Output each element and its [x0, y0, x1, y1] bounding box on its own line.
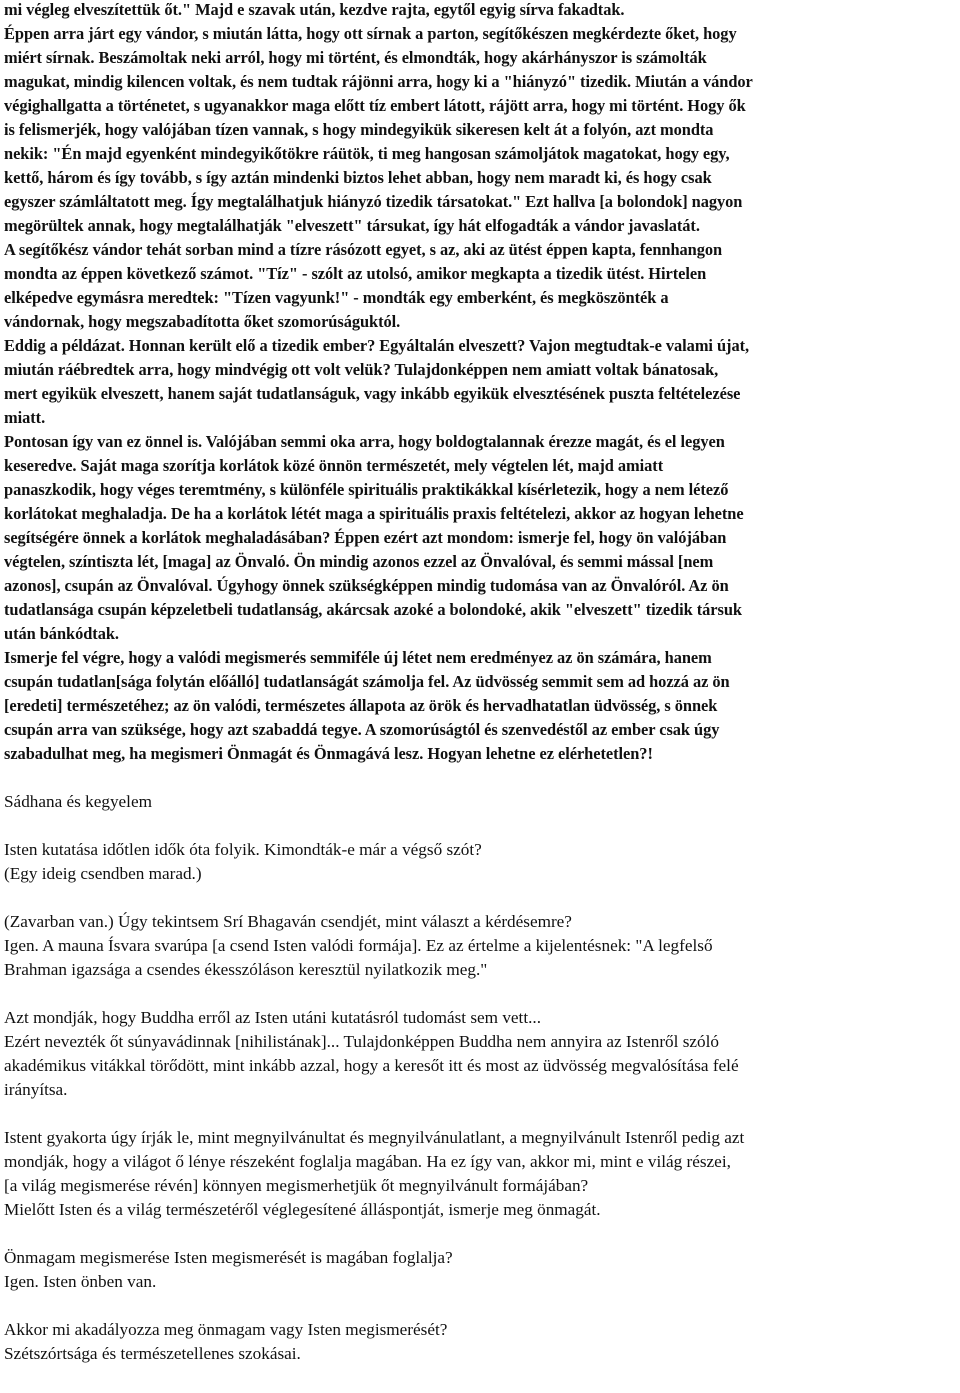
- text-line: akadémikus vitákkal törődött, mint inkább azzal, hogy a keresőt itt és most az üdvösség megvalósítása felé: [4, 1056, 739, 1075]
- text-line: [a világ megismerése révén] könnyen megismerhetjük őt megnyilvánult formájában?: [4, 1176, 589, 1195]
- text-line: Igen. A mauna Ísvara svarúpa [a csend Isten valódi formája]. Ez az értelme a kijelentésnek: "A legfelső: [4, 936, 713, 955]
- text-line: mondják, hogy a világot ő lénye részeként foglalja magában. Ha ez így van, akkor mi, mint e világ részei,: [4, 1152, 731, 1171]
- spacer: [4, 1222, 956, 1246]
- text-line: azonos], csupán az Önvalóval. Úgyhogy önnek szükségképpen mindig tudomása van az Önvalóról. Az ön: [4, 576, 729, 595]
- text-line: keseredve. Saját maga szorítja korlátok közé önnön természetét, mely végtelen lét, majd amiatt: [4, 456, 664, 475]
- text-line: Éppen arra járt egy vándor, s miután látta, hogy ott sírnak a parton, segítőkészen megkérdezte őket, hogy: [4, 24, 737, 43]
- text-line: végtelen, színtiszta lét, [maga] az Önvaló. Ön mindig azonos ezzel az Önvalóval, és semmi mással [nem: [4, 552, 714, 571]
- qa-block: [4, 1318, 956, 1366]
- text-line: egyszer számláltatott meg. Így megtalálhatjuk hiányzó tizedik társatokat." Ezt hallva [a bolondok] nagyon: [4, 192, 743, 211]
- text-line: Isten kutatása időtlen idők óta folyik. Kimondták-e már a végső szót?: [4, 840, 482, 859]
- text-line: Mielőtt Isten és a világ természetéről véglegesítené álláspontját, ismerje meg önmagát.: [4, 1200, 601, 1219]
- spacer: [4, 982, 956, 1006]
- text-line: miért sírnak. Beszámoltak neki arról, hogy mi történt, és elmondták, hogy akárhányszor is számolták: [4, 48, 707, 67]
- text-line: megörültek annak, hogy megtalálhatják "elveszett" társukat, így hát elfogadták a vándor javaslatát.: [4, 216, 700, 235]
- qa-block: [4, 838, 956, 886]
- text-line: miatt.: [4, 408, 46, 427]
- text-line: nekik: "Én majd egyenként mindegyikőtökre ráütök, ti meg hangosan számoljátok magatokat, hogy egy,: [4, 144, 730, 163]
- text-line: miután ráébredtek arra, hogy mindvégig ott volt velük? Tulajdonképpen nem amiatt voltak bánatosak,: [4, 360, 719, 379]
- text-line: tudatlansága csupán képzeletbeli tudatlanság, akárcsak azoké a bolondoké, akik "elveszett" tizedik társuk: [4, 600, 742, 619]
- text-line: elképedve egymásra meredtek: "Tízen vagyunk!" - mondták egy emberként, és megköszönték a: [4, 288, 669, 307]
- text-line: mi végleg elveszítettük őt." Majd e szavak után, kezdve rajta, egytől egyig sírva fakadtak.: [4, 0, 625, 19]
- text-line: segítségére önnek a korlátok meghaladásában? Éppen ezért azt mondom: ismerje fel, hogy ön valójában: [4, 528, 727, 547]
- qa-block: [4, 1126, 956, 1222]
- text-line: Ezért nevezték őt súnyavádinnak [nihilistának]... Tulajdonképpen Buddha nem annyira az Istenről szóló: [4, 1032, 720, 1051]
- spacer: [4, 1294, 956, 1318]
- text-line: Önmagam megismerése Isten megismerését is magában foglalja?: [4, 1248, 453, 1267]
- spacer: [4, 814, 956, 838]
- spacer: [4, 766, 956, 790]
- text-line: Brahman igazsága a csendes ékesszóláson keresztül nyilatkozik meg.": [4, 960, 488, 979]
- qa-block: [4, 1246, 956, 1294]
- text-line: csupán arra van szüksége, hogy azt szabaddá tegye. A szomorúságtól és szenvedéstől az ember csak úgy: [4, 720, 720, 739]
- section-title-text: Sádhana és kegyelem: [4, 792, 152, 811]
- qa-block: [4, 910, 956, 982]
- text-line: (Egy ideig csendben marad.): [4, 864, 202, 883]
- text-line: mert egyikük elveszett, hanem saját tudatlanságuk, vagy inkább egyikük elvesztésének puszta feltételezése: [4, 384, 741, 403]
- text-line: A segítőkész vándor tehát sorban mind a tízre rásózott egyet, s az, aki az ütést éppen kapta, fennhangon: [4, 240, 723, 259]
- text-line: panaszkodik, hogy véges teremtmény, s különféle spirituális praktikákkal kísérletezik, hogy a nem létező: [4, 480, 729, 499]
- text-line: korlátokat meghaladja. De ha a korlátok létét maga a spirituális praxis feltételezi, akkor az hogyan lehetne: [4, 504, 744, 523]
- text-line: Pontosan így van ez önnel is. Valójában semmi oka arra, hogy boldogtalannak érezze magát, és el legyen: [4, 432, 725, 451]
- qa-block: [4, 1006, 956, 1102]
- text-line: Szétszórtsága és természetellenes szokásai.: [4, 1344, 301, 1363]
- text-line: Akkor mi akadályozza meg önmagam vagy Isten megismerését?: [4, 1320, 448, 1339]
- text-line: kettő, három és így tovább, s így aztán mindenki biztos lehet abban, hogy nem maradt ki, és hogy csak: [4, 168, 712, 187]
- text-line: [eredeti] természetéhez; az ön valódi, természetes állapota az örök és hervadhatatlan üdvösség, s önnek: [4, 696, 718, 715]
- text-line: Istent gyakorta úgy írják le, mint megnyilvánultat és megnyilvánulatlant, a megnyilvánult Istenről pedig azt: [4, 1128, 745, 1147]
- spacer: [4, 886, 956, 910]
- text-line: csupán tudatlan[sága folytán előálló] tudatlanságát számolja fel. Az üdvösség semmit sem ad hozzá az ön: [4, 672, 730, 691]
- text-line: végighallgatta a történetet, s ugyanakkor maga előtt tíz embert látott, rájött arra, hogy mi történt. Hogy ők: [4, 96, 746, 115]
- text-line: Azt mondják, hogy Buddha erről az Isten utáni kutatásról tudomást sem vett...: [4, 1008, 541, 1027]
- text-line: után bánkódtak.: [4, 624, 119, 643]
- text-line: irányítsa.: [4, 1080, 68, 1099]
- section-title: [4, 790, 956, 814]
- spacer: [4, 1102, 956, 1126]
- text-line: is felismerjék, hogy valójában tízen vannak, s hogy mindegyikük sikeresen kelt át a folyón, azt mondta: [4, 120, 714, 139]
- text-line: Igen. Isten önben van.: [4, 1272, 157, 1291]
- text-line: Eddig a példázat. Honnan került elő a tizedik ember? Egyáltalán elveszett? Vajon megtudtak-e valami újat,: [4, 336, 750, 355]
- text-line: vándornak, hogy megszabadította őket szomorúságuktól.: [4, 312, 401, 331]
- text-line: (Zavarban van.) Úgy tekintsem Srí Bhagaván csendjét, mint választ a kérdésemre?: [4, 912, 572, 931]
- text-line: Ismerje fel végre, hogy a valódi megismerés semmiféle új létet nem eredményez az ön számára, hanem: [4, 648, 712, 667]
- text-line: mondta az éppen következő számot. "Tíz" - szólt az utolsó, amikor megkapta a tizedik ütést. Hirtelen: [4, 264, 707, 283]
- text-line: magukat, mindig kilencen voltak, és nem tudtak rájönni arra, hogy ki a "hiányzó" tizedik. Miután a vándor: [4, 72, 753, 91]
- story-paragraph: [4, 0, 956, 766]
- text-line: szabadulhat meg, ha megismeri Önmagát és Önmagává lesz. Hogyan lehetne ez elérhetetlen?!: [4, 744, 653, 763]
- document-page: [4, 0, 956, 1366]
